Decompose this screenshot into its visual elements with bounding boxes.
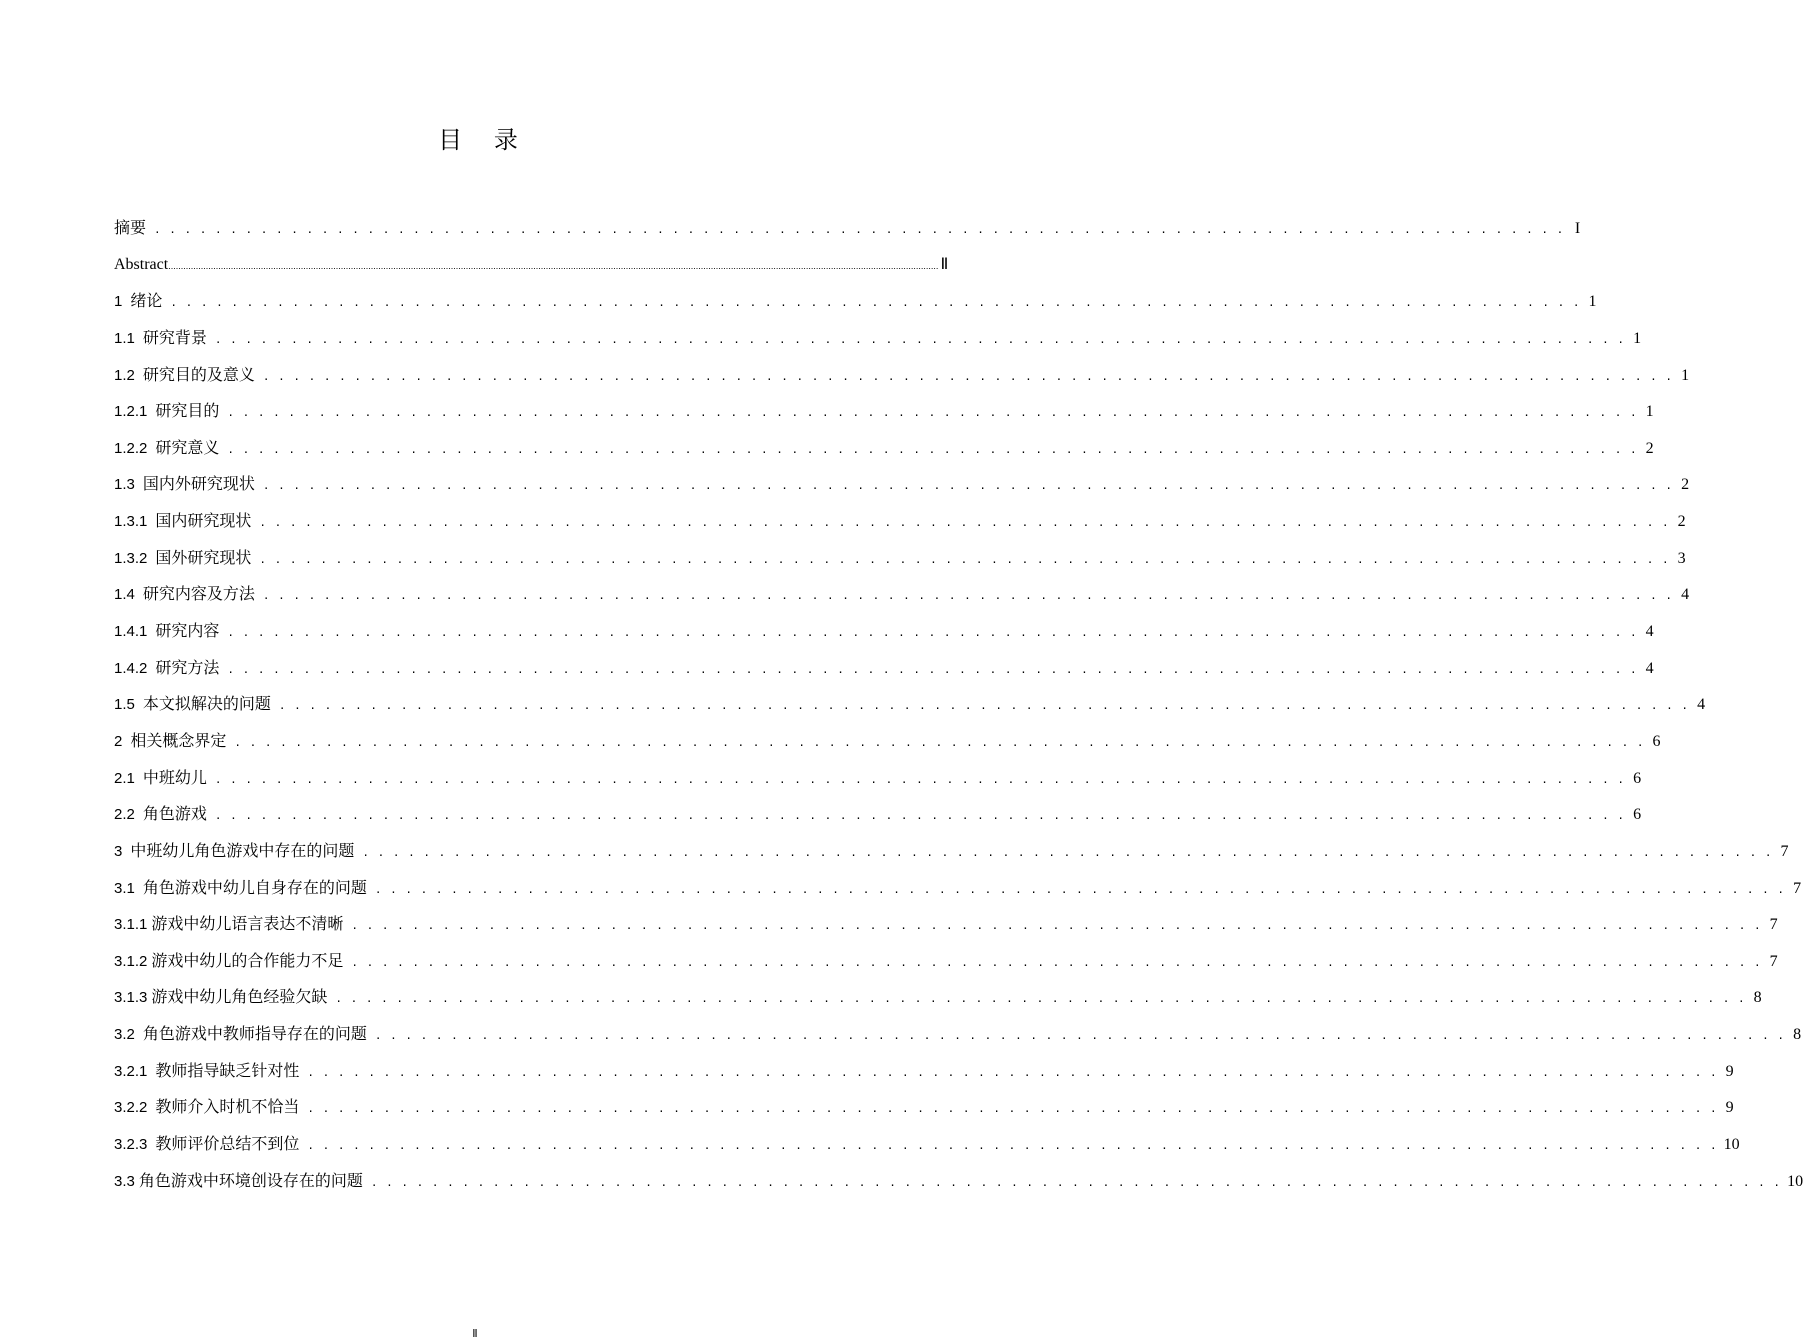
toc-entry-title: 角色游戏 — [142, 804, 207, 824]
toc-entry-title: 研究目的 — [155, 401, 220, 421]
toc-entry-title: 研究目的及意义 — [142, 364, 255, 384]
toc-entry-number: 3.1.3 — [114, 989, 148, 1007]
toc-entry-number: 3.1.2 — [114, 952, 148, 970]
toc-entry-number: 1.5 — [114, 696, 135, 714]
toc-leader-dots: . . . . . . . . . . . . . . . . . . . . . . . . . . . . . . . . . . . . . . . . . . . . . . . . . . . . . . . . . . . . . . . . . . . . . . . . . . . . . . . . . . . . . . . . . . . . . — [259, 552, 1670, 566]
toc-entry-title: 相关概念界定 — [130, 730, 227, 750]
toc-leader-dots: . . . . . . . . . . . . . . . . . . . . . . . . . . . . . . . . . . . . . . . . . . . . . . . . . . . . . . . . . . . . . . . . . . . . . . . . . . . . . . . . . . . . . . . . . . . . . — [262, 369, 1674, 383]
toc-entry-3-1[interactable] — [114, 870, 1802, 907]
toc-entry-page: I — [1574, 220, 1581, 237]
toc-entry-number: 1 — [114, 293, 123, 311]
toc-entry-number: 1.4.2 — [114, 659, 148, 677]
toc-entry-title: 研究背景 — [142, 327, 207, 347]
toc-heading — [0, 120, 950, 155]
toc-entry-number: 1.4.1 — [114, 623, 148, 641]
toc-entry-title: 教师介入时机不恰当 — [155, 1097, 300, 1117]
toc-entry-3-2[interactable] — [114, 1016, 1802, 1053]
toc-entry-3-2-2[interactable] — [114, 1089, 1734, 1126]
toc-entry-page: 2 — [1645, 439, 1654, 457]
toc-entry-page: 4 — [1681, 586, 1690, 604]
toc-entry-page: 7 — [1793, 879, 1802, 897]
toc-entry-3-1-2[interactable] — [114, 943, 1778, 980]
toc-entry-number: 3.2.3 — [114, 1136, 148, 1154]
toc-entry-number: 1.2 — [114, 366, 135, 384]
toc-entry-number: 3.2 — [114, 1026, 135, 1044]
toc-entry-page: 10 — [1787, 1172, 1803, 1190]
toc-entry-title: 游戏中幼儿的合作能力不足 — [151, 950, 344, 970]
toc-entry-page: 1 — [1588, 293, 1597, 311]
toc-leader-dots: . . . . . . . . . . . . . . . . . . . . . . . . . . . . . . . . . . . . . . . . . . . . . . . . . . . . . . . . . . . . . . . . . . . . . . . . . . . . . . . . . . . . . . . . . . . . . — [335, 992, 1746, 1006]
toc-entry-page: 8 — [1793, 1026, 1802, 1044]
toc-entry-page: 6 — [1652, 732, 1661, 750]
toc-entry-3-1-1[interactable] — [114, 906, 1778, 943]
toc-entry-title: 研究内容 — [155, 621, 220, 641]
toc-entry-title: 教师评价总结不到位 — [155, 1134, 300, 1154]
toc-leader-dots: . . . . . . . . . . . . . . . . . . . . . . . . . . . . . . . . . . . . . . . . . . . . . . . . . . . . . . . . . . . . . . . . . . . . . . . . . . . . . . . . . . . . . . . . . . . . . — [227, 626, 1638, 640]
toc-entry-1-1[interactable] — [114, 320, 1642, 357]
toc-leader-dots: . . . . . . . . . . . . . . . . . . . . . . . . . . . . . . . . . . . . . . . . . . . . . . . . . . . . . . . . . . . . . . . . . . . . . . . . . . . . . . . . . . . . . . . . . . . . . — [234, 735, 1645, 749]
toc-entry-number: 1.2.1 — [114, 403, 148, 421]
toc-entry-number: 3.1 — [114, 879, 135, 897]
toc-entry-page: Ⅱ — [940, 255, 949, 273]
toc-leader-dots: . . . . . . . . . . . . . . . . . . . . . . . . . . . . . . . . . . . . . . . . . . . . . . . . . . . . . . . . . . . . . . . . . . . . . . . . . . . . . . . . . . . . . . . . . . . . . — [170, 296, 1581, 310]
toc-entry-title: 绪论 — [130, 291, 163, 311]
toc-entry-title: 国内研究现状 — [155, 511, 252, 531]
toc-leader-dots: . . . . . . . . . . . . . . . . . . . . . . . . . . . . . . . . . . . . . . . . . . . . . . . . . . . . . . . . . . . . . . . . . . . . . . . . . . . . . . . . . . . . . . . . . . . . . — [262, 589, 1674, 603]
toc-entry-1-5[interactable] — [114, 686, 1706, 723]
toc-entry-1-4[interactable] — [114, 576, 1690, 613]
toc-entry-page: 1 — [1681, 366, 1690, 384]
toc-entry-page: 1 — [1645, 403, 1654, 421]
toc-entry-number: 1.4 — [114, 586, 135, 604]
toc-entry-3-2-3[interactable] — [114, 1126, 1740, 1163]
toc-entry-title: 角色游戏中教师指导存在的问题 — [142, 1024, 367, 1044]
toc-leader-dots: . . . . . . . . . . . . . . . . . . . . . . . . . . . . . . . . . . . . . . . . . . . . . . . . . . . . . . . . . . . . . . . . . . . . . . . . . . . . . . . . . . . . . . . . . . . . . — [214, 332, 1626, 346]
toc-leader-dots: . . . . . . . . . . . . . . . . . . . . . . . . . . . . . . . . . . . . . . . . . . . . . . . . . . . . . . . . . . . . . . . . . . . . . . . . . . . . . . . . . . . . . . . . . . . . . — [227, 662, 1638, 676]
toc-entry-3[interactable] — [114, 833, 1789, 870]
toc-entry-page: 9 — [1725, 1062, 1734, 1080]
toc-entry-number: 1.3.1 — [114, 513, 148, 531]
toc-leader-dots: . . . . . . . . . . . . . . . . . . . . . . . . . . . . . . . . . . . . . . . . . . . . . . . . . . . . . . . . . . . . . . . . . . . . . . . . . . . . . . . . . . . . . . . . . . . . . — [351, 919, 1762, 933]
toc-entry-1-4-2[interactable] — [114, 650, 1654, 687]
toc-entry-page: 2 — [1681, 476, 1690, 494]
toc-entry-1[interactable] — [114, 283, 1597, 320]
toc-leader-dots: . . . . . . . . . . . . . . . . . . . . . . . . . . . . . . . . . . . . . . . . . . . . . . . . . . . . . . . . . . . . . . . . . . . . . . . . . . . . . . . . . . . . . . . . . . . . . — [374, 1029, 1786, 1043]
toc-entry-page: 4 — [1645, 659, 1654, 677]
toc-entry-1-3-2[interactable] — [114, 540, 1686, 577]
toc-entry-title: 教师指导缺乏针对性 — [155, 1060, 300, 1080]
toc-entry-page: 6 — [1633, 769, 1642, 787]
toc-entry-title: 游戏中幼儿角色经验欠缺 — [151, 987, 328, 1007]
toc-entry-page: 1 — [1633, 329, 1642, 347]
toc-entry-title: 研究意义 — [155, 437, 220, 457]
toc-leader-dots: . . . . . . . . . . . . . . . . . . . . . . . . . . . . . . . . . . . . . . . . . . . . . . . . . . . . . . . . . . . . . . . . . . . . . . . . . . . . . . . . . . . . . . . . . . . . . — [370, 1175, 1782, 1189]
toc-leader-dots: . . . . . . . . . . . . . . . . . . . . . . . . . . . . . . . . . . . . . . . . . . . . . . . . . . . . . . . . . . . . . . . . . . . . . . . . . . . . . . . . . . . . . . . . . . . . . — [374, 882, 1786, 896]
toc-entry-page: 7 — [1769, 916, 1778, 934]
toc-entry-title: 角色游戏中环境创设存在的问题 — [138, 1170, 363, 1190]
toc-entry-number: 2 — [114, 732, 123, 750]
toc-leader-dots: . . . . . . . . . . . . . . . . . . . . . . . . . . . . . . . . . . . . . . . . . . . . . . . . . . . . . . . . . . . . . . . . . . . . . . . . . . . . . . . . . . . . . . . . . . . . . — [351, 955, 1762, 969]
toc-entry-number: 3.1.1 — [114, 916, 148, 934]
toc-entry-abstract-en[interactable] — [114, 247, 949, 284]
toc-entry-number: 1.1 — [114, 329, 135, 347]
toc-entry-page: 3 — [1677, 549, 1686, 567]
toc-entry-2-2[interactable] — [114, 796, 1642, 833]
toc-entry-page: 7 — [1780, 842, 1789, 860]
toc-entry-page: 9 — [1725, 1099, 1734, 1117]
toc-entry-1-2-1[interactable] — [114, 393, 1654, 430]
toc-entry-number: 3.3 — [114, 1172, 135, 1190]
toc-entry-title: Abstract — [114, 255, 169, 273]
toc-entry-title: 国外研究现状 — [155, 547, 252, 567]
toc-entry-1-3[interactable] — [114, 466, 1690, 503]
toc-entry-number: 3 — [114, 842, 123, 860]
toc-entry-1-2-2[interactable] — [114, 430, 1654, 467]
toc-entry-abstract-cn[interactable] — [114, 210, 1581, 247]
toc-entry-title: 中班幼儿角色游戏中存在的问题 — [130, 840, 355, 860]
toc-leader-dots: . . . . . . . . . . . . . . . . . . . . . . . . . . . . . . . . . . . . . . . . . . . . . . . . . . . . . . . . . . . . . . . . . . . . . . . . . . . . . . . . . . . . . . . . . . . . . — [307, 1139, 1718, 1153]
toc-entry-1-3-1[interactable] — [114, 503, 1686, 540]
toc-entry-page: 8 — [1753, 989, 1762, 1007]
toc-entry-number: 2.1 — [114, 769, 135, 787]
toc-entry-number: 1.2.2 — [114, 439, 148, 457]
toc-entry-number: 2.2 — [114, 806, 135, 824]
toc-entry-title: 研究内容及方法 — [142, 584, 255, 604]
toc-entry-3-1-3[interactable] — [114, 979, 1762, 1016]
toc-entry-page: 6 — [1633, 806, 1642, 824]
toc-leader-dots: . . . . . . . . . . . . . . . . . . . . . . . . . . . . . . . . . . . . . . . . . . . . . . . . . . . . . . . . . . . . . . . . . . . . . . . . . . . . . . . . . . . . . . . . . . . . . — [227, 406, 1638, 420]
toc-entry-page: 2 — [1677, 513, 1686, 531]
toc-leader-dots: .................................................................................................................................................................................................................................................................................................................... — [168, 260, 939, 271]
toc-entry-page: 7 — [1769, 952, 1778, 970]
table-of-contents — [114, 210, 1803, 1199]
toc-heading-char-1: 目 — [438, 126, 465, 154]
toc-entry-title: 游戏中幼儿语言表达不清晰 — [151, 914, 344, 934]
toc-heading-char-2: 录 — [493, 126, 520, 154]
toc-entry-title: 本文拟解决的问题 — [142, 694, 271, 714]
toc-entry-title: 国内外研究现状 — [142, 474, 255, 494]
toc-entry-title: 摘要 — [114, 218, 147, 237]
toc-entry-page: 4 — [1645, 623, 1654, 641]
toc-entry-number: 1.3.2 — [114, 549, 148, 567]
page-number-footer: Ⅱ — [472, 1328, 478, 1340]
toc-entry-page: 10 — [1723, 1136, 1740, 1154]
toc-leader-dots: . . . . . . . . . . . . . . . . . . . . . . . . . . . . . . . . . . . . . . . . . . . . . . . . . . . . . . . . . . . . . . . . . . . . . . . . . . . . . . . . . . . . . . . . . . . . . — [307, 1065, 1718, 1079]
toc-entry-number: 3.2.2 — [114, 1099, 148, 1117]
toc-entry-2[interactable] — [114, 723, 1661, 760]
toc-entry-3-2-1[interactable] — [114, 1053, 1734, 1090]
toc-leader-dots: . . . . . . . . . . . . . . . . . . . . . . . . . . . . . . . . . . . . . . . . . . . . . . . . . . . . . . . . . . . . . . . . . . . . . . . . . . . . . . . . . . . . . . . . . . . . . — [214, 772, 1626, 786]
toc-entry-title: 中班幼儿 — [142, 767, 207, 787]
toc-entry-1-2[interactable] — [114, 357, 1690, 394]
toc-entry-page: 4 — [1697, 696, 1706, 714]
toc-entry-1-4-1[interactable] — [114, 613, 1654, 650]
toc-entry-2-1[interactable] — [114, 760, 1642, 797]
toc-entry-number: 1.3 — [114, 476, 135, 494]
toc-leader-dots: . . . . . . . . . . . . . . . . . . . . . . . . . . . . . . . . . . . . . . . . . . . . . . . . . . . . . . . . . . . . . . . . . . . . . . . . . . . . . . . . . . . . . . . . . . . . . — [307, 1102, 1718, 1116]
toc-leader-dots: . . . . . . . . . . . . . . . . . . . . . . . . . . . . . . . . . . . . . . . . . . . . . . . . . . . . . . . . . . . . . . . . . . . . . . . . . . . . . . . . . . . . . . . . . . . . . — [262, 479, 1674, 493]
toc-leader-dots: . . . . . . . . . . . . . . . . . . . . . . . . . . . . . . . . . . . . . . . . . . . . . . . . . . . . . . . . . . . . . . . . . . . . . . . . . . . . . . . . . . . . . . . . . . . . . — [278, 699, 1690, 713]
toc-entry-title: 研究方法 — [155, 657, 220, 677]
toc-leader-dots: . . . . . . . . . . . . . . . . . . . . . . . . . . . . . . . . . . . . . . . . . . . . . . . . . . . . . . . . . . . . . . . . . . . . . . . . . . . . . . . . . . . . . . . . . . . . . — [227, 442, 1638, 456]
toc-leader-dots: . . . . . . . . . . . . . . . . . . . . . . . . . . . . . . . . . . . . . . . . . . . . . . . . . . . . . . . . . . . . . . . . . . . . . . . . . . . . . . . . . . . . . . . . . . . . . — [259, 516, 1670, 530]
toc-entry-title: 角色游戏中幼儿自身存在的问题 — [142, 877, 367, 897]
toc-leader-dots: . . . . . . . . . . . . . . . . . . . . . . . . . . . . . . . . . . . . . . . . . . . . . . . . . . . . . . . . . . . . . . . . . . . . . . . . . . . . . . . . . . . . . . . . . . . . . — [154, 223, 1565, 236]
toc-leader-dots: . . . . . . . . . . . . . . . . . . . . . . . . . . . . . . . . . . . . . . . . . . . . . . . . . . . . . . . . . . . . . . . . . . . . . . . . . . . . . . . . . . . . . . . . . . . . . — [214, 809, 1626, 823]
toc-entry-3-3[interactable] — [114, 1163, 1803, 1200]
toc-leader-dots: . . . . . . . . . . . . . . . . . . . . . . . . . . . . . . . . . . . . . . . . . . . . . . . . . . . . . . . . . . . . . . . . . . . . . . . . . . . . . . . . . . . . . . . . . . . . . — [362, 845, 1773, 859]
toc-entry-number: 3.2.1 — [114, 1062, 148, 1080]
